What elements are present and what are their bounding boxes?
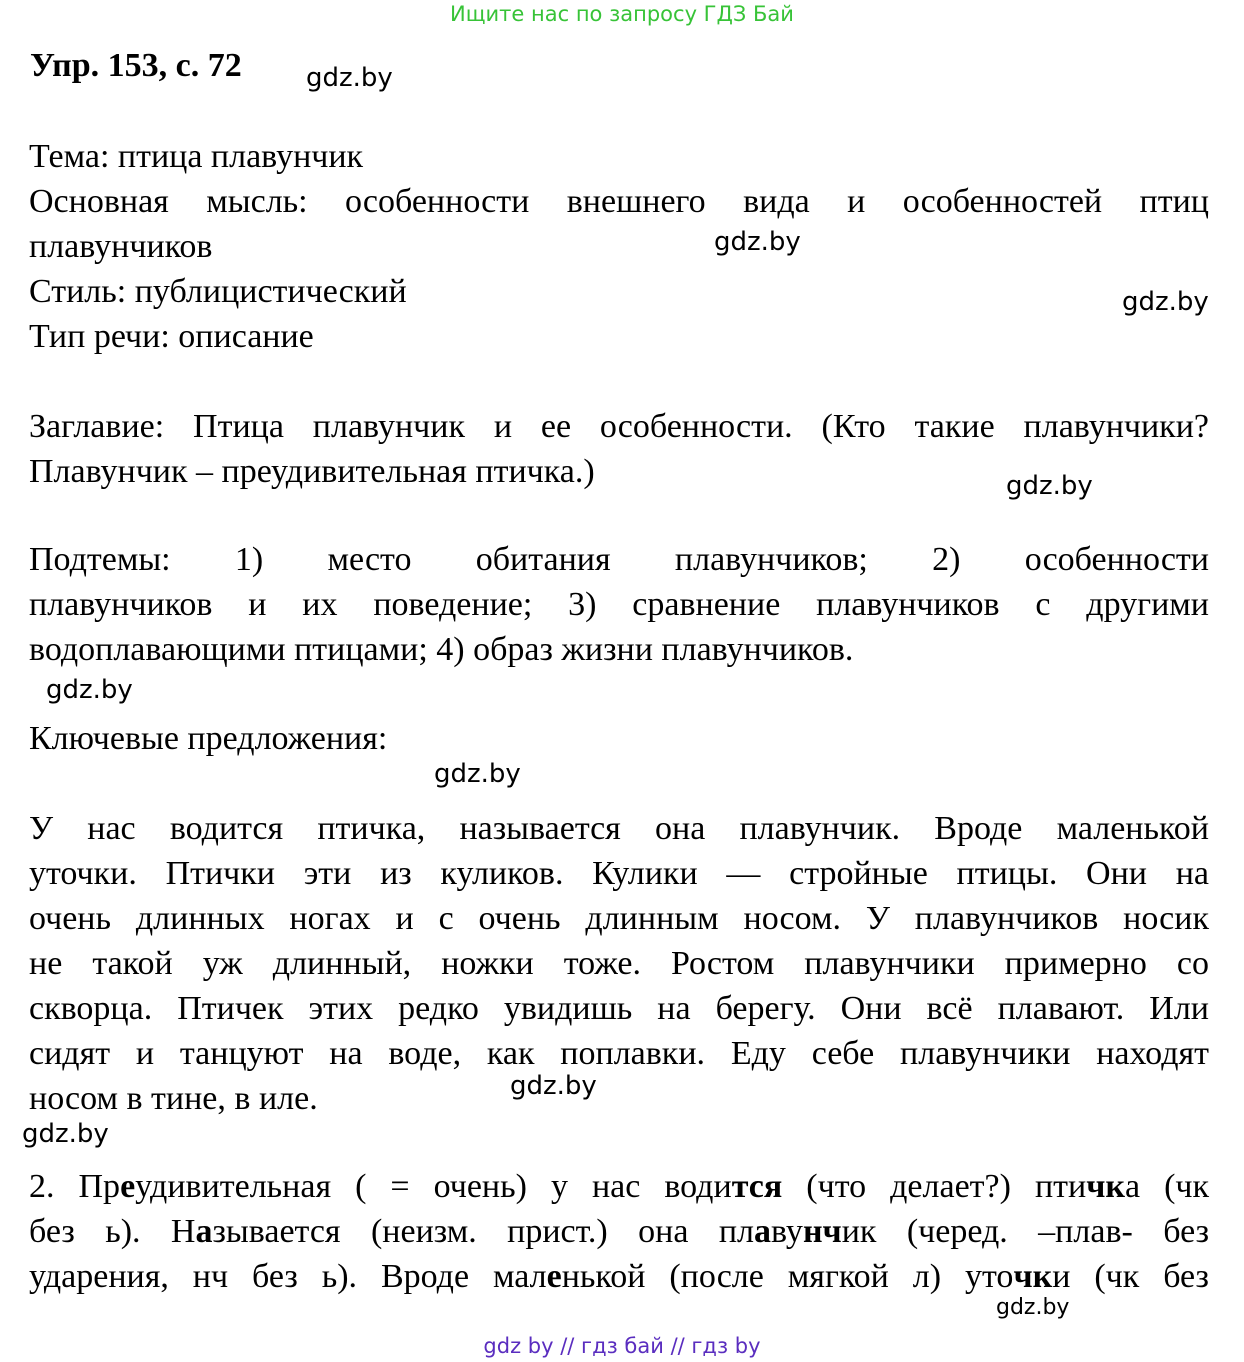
watermark: gdz.by <box>510 1071 597 1101</box>
text-line: сидят и танцуют на воде, как поплавки. Еду себе плавунчики находят <box>29 1035 1209 1072</box>
title-line: Заглавие: Птица плавунчик и ее особенности. (Кто такие плавунчики? <box>29 408 1209 445</box>
highlighted-letters: е <box>546 1258 562 1295</box>
watermark: gdz.by <box>1122 287 1209 317</box>
watermark: gdz.by <box>434 759 521 789</box>
text-line: носом в тине, в иле. <box>29 1080 318 1117</box>
topic-line: Тема: птица плавунчик <box>29 138 364 175</box>
subtopics-line-2: плавунчиков и их поведение; 3) сравнение плавунчиков с другими <box>29 586 1209 623</box>
highlighted-letters: чк <box>1013 1258 1053 1295</box>
text-line: скворца. Птичек этих редко увидишь на берегу. Они всё плавают. Или <box>29 990 1209 1027</box>
subtopics-line-3: водоплавающими птицами; 4) образ жизни плавунчиков. <box>29 631 854 668</box>
source-text <box>29 806 1209 1121</box>
main-idea-line: Основная мысль: особенности внешнего вида и особенностей птиц <box>29 183 1209 220</box>
highlighted-letters: тся <box>731 1168 783 1205</box>
text-line: не такой уж длинный, ножки тоже. Ростом плавунчики примерно со <box>29 945 1209 982</box>
analysis-line-2 <box>29 1209 1209 1254</box>
highlighted-letters: а <box>195 1213 213 1250</box>
analysis-text: без ь). Н <box>29 1213 196 1250</box>
key-sentences-label: Ключевые предложения: <box>29 720 388 757</box>
highlighted-letters: а <box>754 1213 772 1250</box>
subtopics-line-1: Подтемы: 1) место обитания плавунчиков; 2) особенности <box>29 541 1209 578</box>
analysis-text: (что делает?) пти <box>782 1168 1087 1205</box>
style-line: Стиль: публицистический <box>29 273 407 310</box>
analysis-text: ик (черед. –плав- без <box>841 1213 1210 1250</box>
analysis-text: нькой (после мягкой л) уто <box>561 1258 1014 1295</box>
text-line: очень длинных ногах и с очень длинным носом. У плавунчиков носик <box>29 900 1209 937</box>
highlighted-letters: чк <box>1086 1168 1125 1205</box>
watermark: gdz.by <box>306 63 393 93</box>
analysis-text: а (чк <box>1124 1168 1210 1205</box>
text-line: уточки. Птички эти из куликов. Кулики — стройные птицы. Они на <box>29 855 1209 892</box>
analysis-text: зывается (неизм. прист.) она пл <box>212 1213 755 1250</box>
speech-type-line: Тип речи: описание <box>29 318 314 355</box>
analysis-line-1 <box>29 1164 1209 1209</box>
watermark: gdz.by <box>714 227 801 257</box>
highlighted-letters: нч <box>802 1213 842 1250</box>
highlighted-letters: е <box>120 1168 136 1205</box>
analysis-text: удивительная ( = очень) у нас води <box>135 1168 732 1205</box>
footer-links: gdz by // гдз бай // гдз by <box>483 1334 761 1358</box>
main-idea-line-cont: плавунчиков <box>29 228 213 265</box>
text-line: У нас водится птичка, называется она плавунчик. Вроде маленькой <box>29 810 1209 847</box>
watermark: gdz.by <box>1006 471 1093 501</box>
analysis-text: и (чк без <box>1052 1258 1209 1295</box>
analysis-text: 2. Пр <box>29 1168 121 1205</box>
analysis-text: ударения, нч без ь). Вроде мал <box>29 1258 547 1295</box>
exercise-heading: Упр. 153, с. 72 <box>30 47 242 84</box>
key-sentences-heading <box>29 716 1209 761</box>
top-banner: Ищите нас по запросу ГДЗ Бай <box>450 2 794 26</box>
analysis-text: ву <box>771 1213 803 1250</box>
watermark: gdz.by <box>996 1295 1070 1320</box>
subtopics-block <box>29 537 1209 672</box>
watermark: gdz.by <box>22 1119 109 1149</box>
spelling-analysis <box>29 1164 1209 1299</box>
analysis-summary <box>29 134 1209 359</box>
title-line-cont: Плавунчик – преудивительная птичка.) <box>29 453 595 490</box>
watermark: gdz.by <box>46 675 133 705</box>
